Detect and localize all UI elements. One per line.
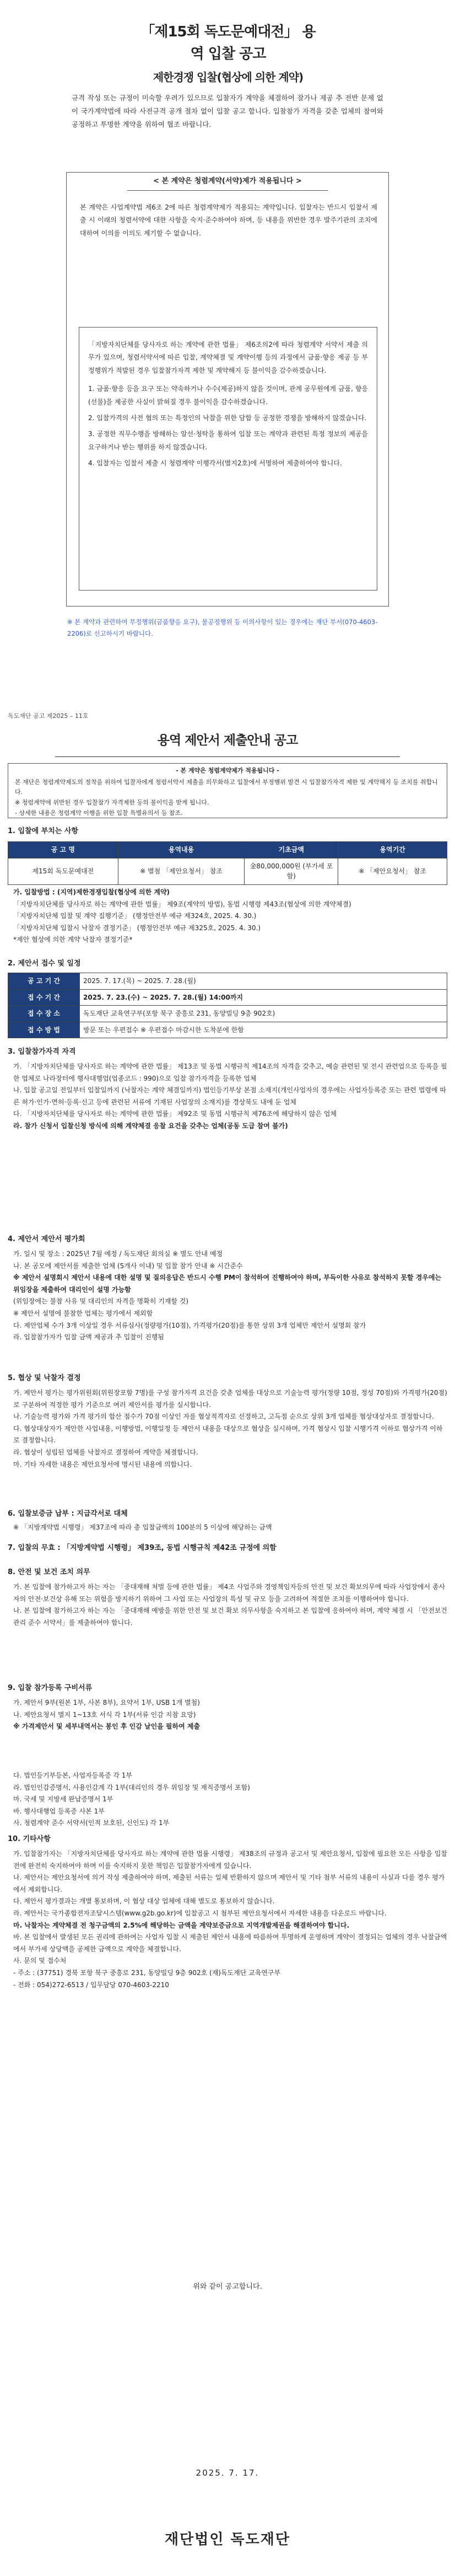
misc-line: 마. 낙찰자는 계약체결 전 청구금액의 2.5%에 해당하는 금액을 계약보증금으로 지역개발제권을 해결하여야 합니다. (13, 1921, 349, 1929)
section-9-title: 9. 입찰 참가등록 구비서류 (8, 1684, 93, 1692)
evaluation-line: 가. 일시 및 장소 : 2025년 7월 예정 / 독도재단 회의실 ※ 별도 안내 예정 (13, 1250, 223, 1258)
evaluation-line: (위임장에는 불참 사유 및 대리인의 자격을 명확히 기재할 것) (13, 1297, 189, 1306)
bid-method-line: 「지방자치단체 입찰 및 계약 집행기준」 (행정안전부 예규 제324호, 2025. 4. 30.) (13, 912, 257, 920)
bid-method-line: 「지방자치단체를 당사자로 하는 계약에 관한 법률」 제9조(계약의 방법), 동법 시행령 제43조(협상에 의한 계약체결) (13, 900, 351, 908)
table-header-cell: 접 수 방 법 (8, 1022, 80, 1038)
table-cell: 방문 또는 우편접수 ※ 우편접수 마감시한 도착분에 한함 (80, 1022, 447, 1038)
integrity-summary-line: 본 재단은 청렴계약제도의 정착을 위하여 입찰자에게 청렴서약서 제출을 의무화하고 입찰에서 부정행위 발견 시 입찰참가자격 제한 및 계약해지 등 조치를 취합니다. (15, 778, 438, 796)
section-6-note: ※ 「지방계약법 시행령」 제37조에 따라 총 입찰금액의 100분의 5 이상에 해당하는 금액 (13, 1523, 272, 1531)
table-cell: 독도재단 교육연구부(포항 북구 중흥로 231, 동양빌딩 9층 902호) (80, 1006, 447, 1022)
bid-notice-title-block (137, 21, 319, 86)
closing-statement: 위와 같이 공고합니다. (193, 2283, 262, 2291)
section-4-title: 4. 제안서 제안서 평가회 (8, 1235, 85, 1243)
section-5-title: 5. 협상 및 낙찰자 결정 (8, 1374, 81, 1382)
table-cell: 2025. 7. 23.(수) ~ 2025. 7. 28.(월) 14:00까지 (80, 989, 447, 1006)
table-header-cell: 공 고 기 간 (8, 973, 80, 990)
document-line: 마. 국세 및 지방세 완납증명서 1부 (13, 1795, 113, 1804)
table-cell: ※ 「제안요청서」 참조 (338, 858, 447, 884)
bid-notice-intro: 규격 작성 또는 규정이 미숙할 우려가 있으므로 입찰자가 계약을 체결하여 잘가나 제공 추 전반 문제 없이 국가계약법에 따라 사전규격 공개 절차 없이 입찰 공고 합니다. 입찰참가 자격을 갖춘 업체의 참여와 공정하고 투명한 계약을 위하여 협조 바랍니다. (72, 94, 383, 128)
evaluation-line: 다. 제안업체 수가 3개 이상일 경우 서류심사(정량평가(10점), 가격평가(20점)를 통한 상위 3개 업체만 제안서 설명회 참가 (13, 1321, 366, 1329)
pledge-paragraph: 「지방자치단체를 당사자로 하는 계약에 관한 법률」 제6조의2에 따라 청렴계약 서약서 제출 의무가 있으며, 청렴서약서에 따른 입찰, 계약체결 및 계약이행 등의 과정에서 금품·향응 제공 등 부정행위가 적발된 경우 입찰참가자격 제한 및 계약해지 등 불이익을 감수하겠습니다. (88, 341, 368, 374)
evaluation-line: 라. 입찰참가자가 입찰 금액 제공과 추 입찰이 진행됨 (13, 1333, 164, 1341)
document-line: 가. 제안서 9부(원본 1부, 사본 8부), 요약서 1부, USB 1개 별첨) (13, 1699, 200, 1706)
table-cell: 金80,000,000원 (부가세 포함) (245, 858, 338, 884)
evaluation-line: ※ 제안서 설명에 불참한 업체는 평가에서 제외함 (13, 1309, 153, 1317)
misc-line: 라. 제안서는 국가종합전자조달시스템(www.g2b.go.kr)에 입찰공고 시 첨부된 제안요청서에서 자세한 내용을 다운로드 바랍니다. (13, 1909, 387, 1917)
document-number: 독도재단 공고 제2025 – 11호 (8, 712, 89, 720)
organization-name: 재단법인 독도재단 (165, 2531, 290, 2548)
safety-line: 가. 본 입찰에 참가하고자 하는 자는 「중대재해 처벌 등에 관한 법률」 제4조 사업주와 경영책임자등의 안전 및 보건 확보의무에 따라 사업장에서 종사자의 안전·보건상 유해 또는 위험을 방지하기 위하여 그 사업 또는 사업장의 특성 및 규모 등을 고려하여 적절한 조치를 이행하여야 합니다. (13, 1583, 446, 1603)
bid-method-line: 「지방자치단체 입찰시 낙찰자 결정기준」 (행정안전부 예규 제325호, 2025. 4. 30.) (13, 924, 261, 932)
table-cell: 제15회 독도문예대전 (8, 858, 118, 884)
required-documents (13, 1770, 448, 1829)
integrity-summary-heading: - 본 계약은 청렴계약제가 적용됩니다 - (176, 767, 279, 774)
negotiation-line: 마. 기타 자세한 내용은 제안요청서에 명시된 내용에 의합니다. (13, 1460, 192, 1468)
document-line: 라. 법인인감증명서, 사용인감계 각 1부(대리인의 경우 위임장 및 재직증명서 포함) (13, 1783, 250, 1791)
report-note-text: ※ 본 계약과 관련하여 부정행위(금품향응 요구), 불공정행위 등 이의사항이 있는 경우에는 재단 부서(070-4603-2206)로 신고하시기 바랍니다. (67, 618, 378, 637)
pledge-item: 4. 입찰자는 입찰서 제출 시 청렴계약 이행각서(별지2호)에 서명하여 제출하여야 합니다. (88, 459, 342, 468)
document-line: 다. 법인등기부등본, 사업자등록증 각 1부 (13, 1772, 132, 1779)
table-row (8, 973, 447, 990)
table-header-cell: 용역내용 (118, 842, 245, 858)
proposal-notice-title: 용역 제안서 제출안내 공고 (157, 733, 298, 748)
integrity-box-heading: < 본 계약은 청렴계약(서약)제가 적용됩니다 > (153, 177, 302, 185)
negotiation-line: 가. 제안서 평가는 평가위원회(위원장포함 7명)를 구성 참가자격 요건을 갖춘 업체를 대상으로 기술능력 평가(정량 10점, 정성 70점)와 가격평가(20점)로 구분하여 적정한 평가 기준으로 여러 제안서를 평가를 실시합니다. (13, 1389, 447, 1409)
section-1-body (13, 887, 448, 946)
integrity-pledge-box (79, 327, 377, 591)
section-10-body (13, 1848, 448, 1991)
pledge-list (88, 383, 368, 470)
pledge-item: 2. 입찰가격의 사전 협의 또는 특정인의 낙찰을 위한 담합 등 공정한 경쟁을 방해하지 않겠습니다. (88, 414, 367, 422)
integrity-summary-line: ※ 청렴계약에 위반된 경우 입찰참가 자격제한 등의 불이익을 받게 됩니다. (15, 799, 209, 807)
bid-notice (0, 0, 455, 678)
table-row (8, 1022, 447, 1038)
bid-method-line: *제안 협상에 의한 계약 낙찰자 결정기준* (13, 936, 133, 944)
integrity-summary-box (8, 763, 447, 818)
section-6-title: 6. 입찰보증금 납부 : 지급각서로 대체 (8, 1510, 128, 1518)
section-5-body (13, 1387, 448, 1471)
table-header-cell: 기초금액 (245, 842, 338, 858)
pledge-item: 1. 금품·향응 등을 요구 또는 약속하거나 수수(제공)하지 않을 것이며, 관계 공무원에게 금품, 향응 (선물)을 제공한 사실이 밝혀질 경우 불이익을 감수하겠습니다. (88, 385, 368, 406)
bid-notice-subtitle: 제한경쟁 입찰(협상에 의한 계약) (153, 70, 304, 84)
section-8-title: 8. 안전 및 보건 조치 의무 (8, 1568, 90, 1576)
section-8-body (13, 1581, 448, 1629)
document-line: 바. 행사대행업 등록증 사본 1부 (13, 1807, 105, 1815)
table-header-cell: 접 수 장 소 (8, 1006, 80, 1022)
misc-line: 다. 제안서 평가결과는 개별 통보하며, 이 협상 대상 업체에 대해 별도로 통보하지 않습니다. (13, 1897, 275, 1906)
document-line: 사. 청렴계약 준수 서약서(인적 보호된, 신인도) 각 1부 (13, 1819, 170, 1827)
contact-line: - 전화 : 054)272-6513 / 입무담당 070-4603-2210 (13, 1981, 169, 1989)
report-note (67, 616, 390, 639)
table-row (8, 858, 447, 884)
section-3-title: 3. 입찰참가자격 자격 (8, 1048, 76, 1056)
negotiation-line: 다. 협상대상자가 제안한 사업내용, 이행방법, 이행일정 등 제안서 내용을 대상으로 협상을 실시하며, 가격 협상시 입찰 시행가격 이하로 협상가격 이하로 결정합니다. (13, 1424, 443, 1445)
table-header-cell: 접 수 기 간 (8, 989, 80, 1006)
bid-item-table (8, 841, 447, 885)
integrity-contract-box (66, 172, 389, 607)
section-10-title: 10. 기타사항 (8, 1835, 51, 1843)
section-1-title: 1. 입찰에 부치는 사항 (8, 827, 79, 835)
pledge-item: 3. 공정한 직무수행을 방해하는 알선·청탁을 통하여 입찰 또는 계약과 관련된 특정 정보의 제공을 요구하거나 받는 행위를 하지 않겠습니다. (88, 430, 368, 451)
table-row (8, 1006, 447, 1022)
section-9-body (13, 1697, 448, 1733)
negotiation-line: 라. 협상이 성립된 업체를 낙찰자로 결정하여 계약을 체결합니다. (13, 1448, 198, 1456)
safety-line: 나. 본 입찰에 참가하고자 하는 자는 「중대재해 예방을 위한 안전 및 보건 확보 의무사항을 숙지하고 본 입찰에 응하여야 하며, 계약 체결 시 「안전보건관리 준수 서약서」를 제출하여야 합니다. (13, 1607, 447, 1627)
contact-line: - 주소 : (37751) 경북 포항 북구 중흥로 231, 동양빌딩 9층 902호 (재)독도재단 교육연구부 (13, 1968, 281, 1977)
integrity-heading-underline (127, 190, 328, 191)
eligibility-line: 라. 참가 신청서 입찰신청 방식에 의해 계약체결 응찰 요건을 갖추는 업체(공동 도급 참여 불가) (13, 1121, 288, 1130)
contact-line: 사. 문의 및 접수처 (13, 1957, 67, 1965)
negotiation-line: 나. 기술능력 평가와 가격 평가의 합산 점수가 70점 이상인 자를 협상적격자로 선정하고, 고득점 순으로 상위 3개 업체를 협상대상자로 결정합니다. (13, 1413, 434, 1421)
document-line: 나. 제안요청서 별지 1~13호 서식 각 1부(서류 인감 지참 요망) (13, 1710, 196, 1719)
table-cell: ※ 별첨 「제안요청서」 참조 (118, 858, 245, 884)
document-line: ※ 가격제안서 및 세부내역서는 봉인 후 인감 날인을 필하여 제출 (13, 1722, 201, 1731)
table-row (8, 989, 447, 1006)
misc-line: 바. 본 입찰에서 발생된 모든 권리에 관하여는 사업자 입찰 시 제출된 제안서 내용에 따름하여 투명하게 운영하며 계약이 결정되는 업체의 경우 낙찰금액에서 부가세 상당액을 공제한 금액으로 계약을 체결합니다. (13, 1933, 447, 1953)
integrity-summary-line: - 상세한 내용은 청렴계약 이행을 위한 입찰 특별유의서 등 참조. (15, 809, 183, 817)
table-header-cell: 공 고 명 (8, 842, 118, 858)
bid-notice-title: 「제15회 독도문예대전」 용역 입찰 공고 (140, 24, 316, 63)
eligibility-line: 가. 「지방자치단체를 당사자로 하는 계약에 관한 법률」 제13조 및 동법 시행규칙 제14조의 자격을 갖추고, 예술 관련된 및 전시 관련업으로 등록을 필한 업체로 나라장터에 행사대행업(업종코드 : 990)으로 입찰 참가자격을 등록한 업체 (13, 1062, 447, 1082)
schedule-table (8, 973, 447, 1038)
section-7-title: 7. 입찰의 무효 : 「지방계약법 시행령」 제39조, 동법 시행규칙 제42조 규정에 의함 (8, 1544, 277, 1552)
eligibility-line: 나. 입찰 공고일 전일부터 입찰일까지 (낙찰자는 계약 체결일까지) 법인등기부상 본점 소재지(개인사업자의 경우에는 사업자등록증 또는 관련 법령에 따른 허가·인가·면허·등록·신고 등에 관련된 서류에 기재된 사업장의 소재지)를 경상북도 내에 둔 업체 (13, 1086, 447, 1106)
section-4-body (13, 1248, 448, 1344)
table-header-cell: 용역기간 (338, 842, 447, 858)
section-2-title: 2. 제안서 접수 및 일정 (8, 959, 81, 968)
section-3-body (13, 1061, 448, 1133)
integrity-paragraph: 본 계약은 사업계약법 제6조 2에 따른 청렴계약제가 적용되는 계약입니다. 입찰자는 반드시 입찰서 제출 시 이래의 청렴서약에 대한 사항을 숙지·준수하여야 하며, 등 내용을 위반한 경우 발주기관의 조치에 대하여 이의를 이의도 제기할 수 없습니다. (80, 203, 377, 237)
misc-line: 가. 입찰참가자는 「지방자치단체를 당사자로 하는 계약에 관한 법률 시행령」 제38조의 규정과 공고서 및 제안요청서, 입찰에 필요한 모든 사항을 입찰 전에 완전히 숙지하여야 하며 이를 숙지하지 못한 책임은 입찰참가자에게 있습니다. (13, 1850, 447, 1870)
title-underline (55, 756, 400, 757)
evaluation-line: ※ 제안서 설명회시 제안서 내용에 대한 설명 및 질의응답은 반드시 수행 PM이 참석하여 진행하여야 하며, 부득이한 사유로 참석하지 못할 경우에는 위임장을 제출하여 대리인이 설명 가능함 (13, 1274, 442, 1294)
eligibility-line: 다. 「지방자치단체를 당사자로 하는 계약에 관한 법률」 제92조 및 동법 시행규칙 제76조에 해당하지 않은 업체 (13, 1110, 337, 1118)
bid-method-line: 가. 입찰방법 : (지역)제한경쟁입찰(협상에 의한 계약) (13, 888, 170, 896)
evaluation-line: 나. 본 공모에 제안서를 제출한 업체 (5개사 이내) 및 입찰 참가 안내 ※ 시간준수 (13, 1262, 243, 1270)
misc-line: 나. 제안서는 제안요청서에 의거 작성 제출하여야 하며, 제출된 서류는 일체 반환하지 않으며 제안서 및 기타 첨부 서류의 내용이 사실과 다를 경우 평가에서 제외합니다. (13, 1874, 445, 1893)
table-cell: 2025. 7. 17.(목) ~ 2025. 7. 28.(월) (80, 973, 447, 990)
notice-date: 2025. 7. 17. (196, 2468, 259, 2478)
table-header-row (8, 842, 447, 858)
